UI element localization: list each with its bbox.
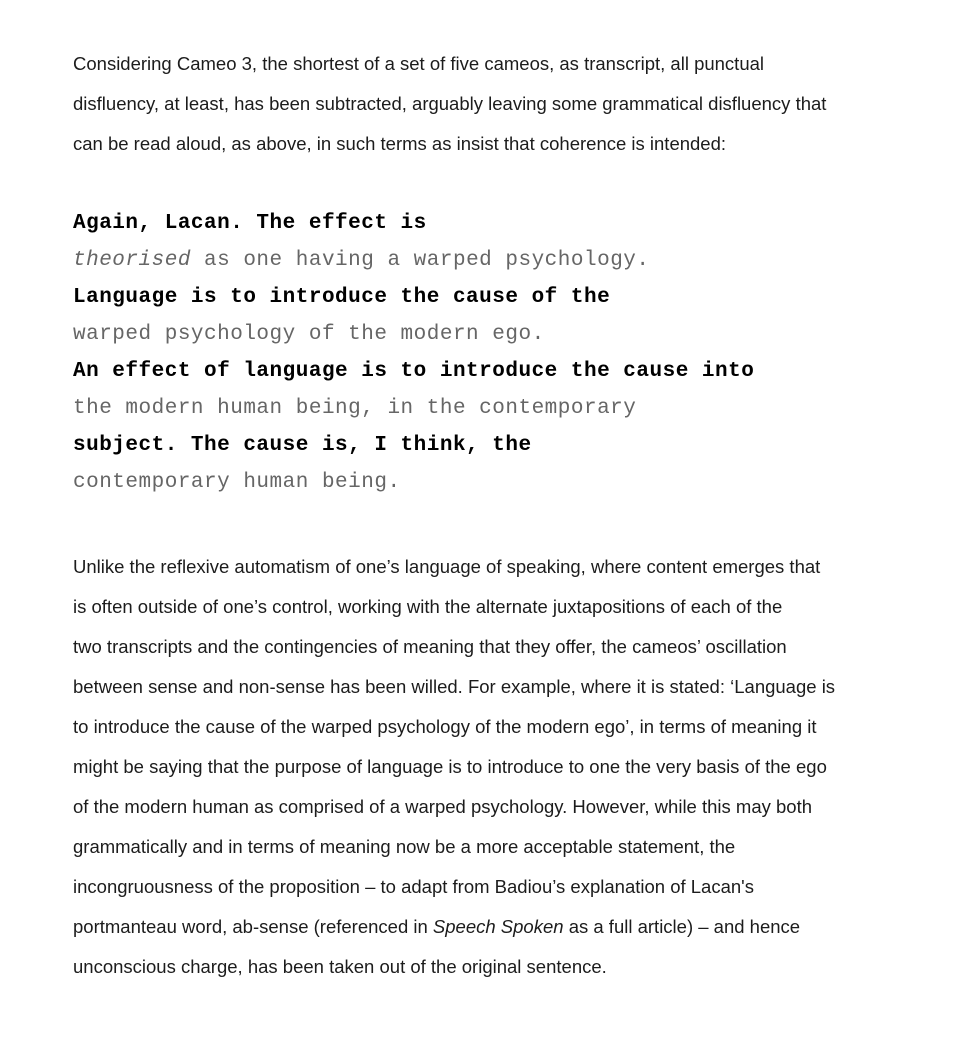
- discussion-line-with-italic: [73, 907, 920, 947]
- cameo-italic-word: theorised: [73, 249, 191, 272]
- discussion-line: between sense and non-sense has been willed. For example, where it is stated: ‘Language is: [73, 676, 836, 697]
- discussion-line: grammatically and in terms of meaning now be a more acceptable statement, the: [73, 836, 736, 857]
- cameo-transcript-block: [73, 205, 920, 501]
- cameo-line-regular: warped psychology of the modern ego.: [73, 323, 545, 346]
- cameo-line-bold: Again, Lacan. The effect is: [73, 212, 427, 235]
- discussion-line-post: as a full article) – and hence: [563, 916, 801, 937]
- discussion-line: incongruousness of the proposition – to adapt from Badiou’s explanation of Lacan's: [73, 876, 754, 897]
- discussion-line: of the modern human as comprised of a warped psychology. However, while this may both: [73, 796, 813, 817]
- discussion-paragraph: [73, 547, 920, 987]
- intro-line: can be read aloud, as above, in such terms as insist that coherence is intended:: [73, 133, 727, 154]
- cameo-line-regular: contemporary human being.: [73, 471, 401, 494]
- discussion-line: might be saying that the purpose of language is to introduce to one the very basis of the ego: [73, 756, 827, 777]
- cameo-line-regular: the modern human being, in the contemporary: [73, 397, 637, 420]
- intro-paragraph: [73, 44, 920, 164]
- cameo-line-regular: [73, 242, 920, 279]
- discussion-line: is often outside of one’s control, working with the alternate juxtapositions of each of the: [73, 596, 783, 617]
- discussion-line: Unlike the reflexive automatism of one’s language of speaking, where content emerges that: [73, 556, 821, 577]
- discussion-line-pre: portmanteau word, ab-sense (referenced in: [73, 916, 433, 937]
- cameo-line-bold: subject. The cause is, I think, the: [73, 434, 532, 457]
- intro-line: Considering Cameo 3, the shortest of a set of five cameos, as transcript, all punctual: [73, 53, 765, 74]
- discussion-line: to introduce the cause of the warped psychology of the modern ego’, in terms of meaning it: [73, 716, 817, 737]
- intro-line: disfluency, at least, has been subtracted, arguably leaving some grammatical disfluency that: [73, 93, 827, 114]
- italic-title-speech-spoken: Speech Spoken: [432, 916, 564, 937]
- cameo-line-bold: Language is to introduce the cause of the: [73, 286, 611, 309]
- cameo-line-rest: as one having a warped psychology.: [190, 249, 650, 272]
- cameo-line-bold: An effect of language is to introduce the cause into: [73, 360, 755, 383]
- discussion-line: two transcripts and the contingencies of meaning that they offer, the cameos’ oscillation: [73, 636, 787, 657]
- discussion-line: unconscious charge, has been taken out of the original sentence.: [73, 956, 607, 977]
